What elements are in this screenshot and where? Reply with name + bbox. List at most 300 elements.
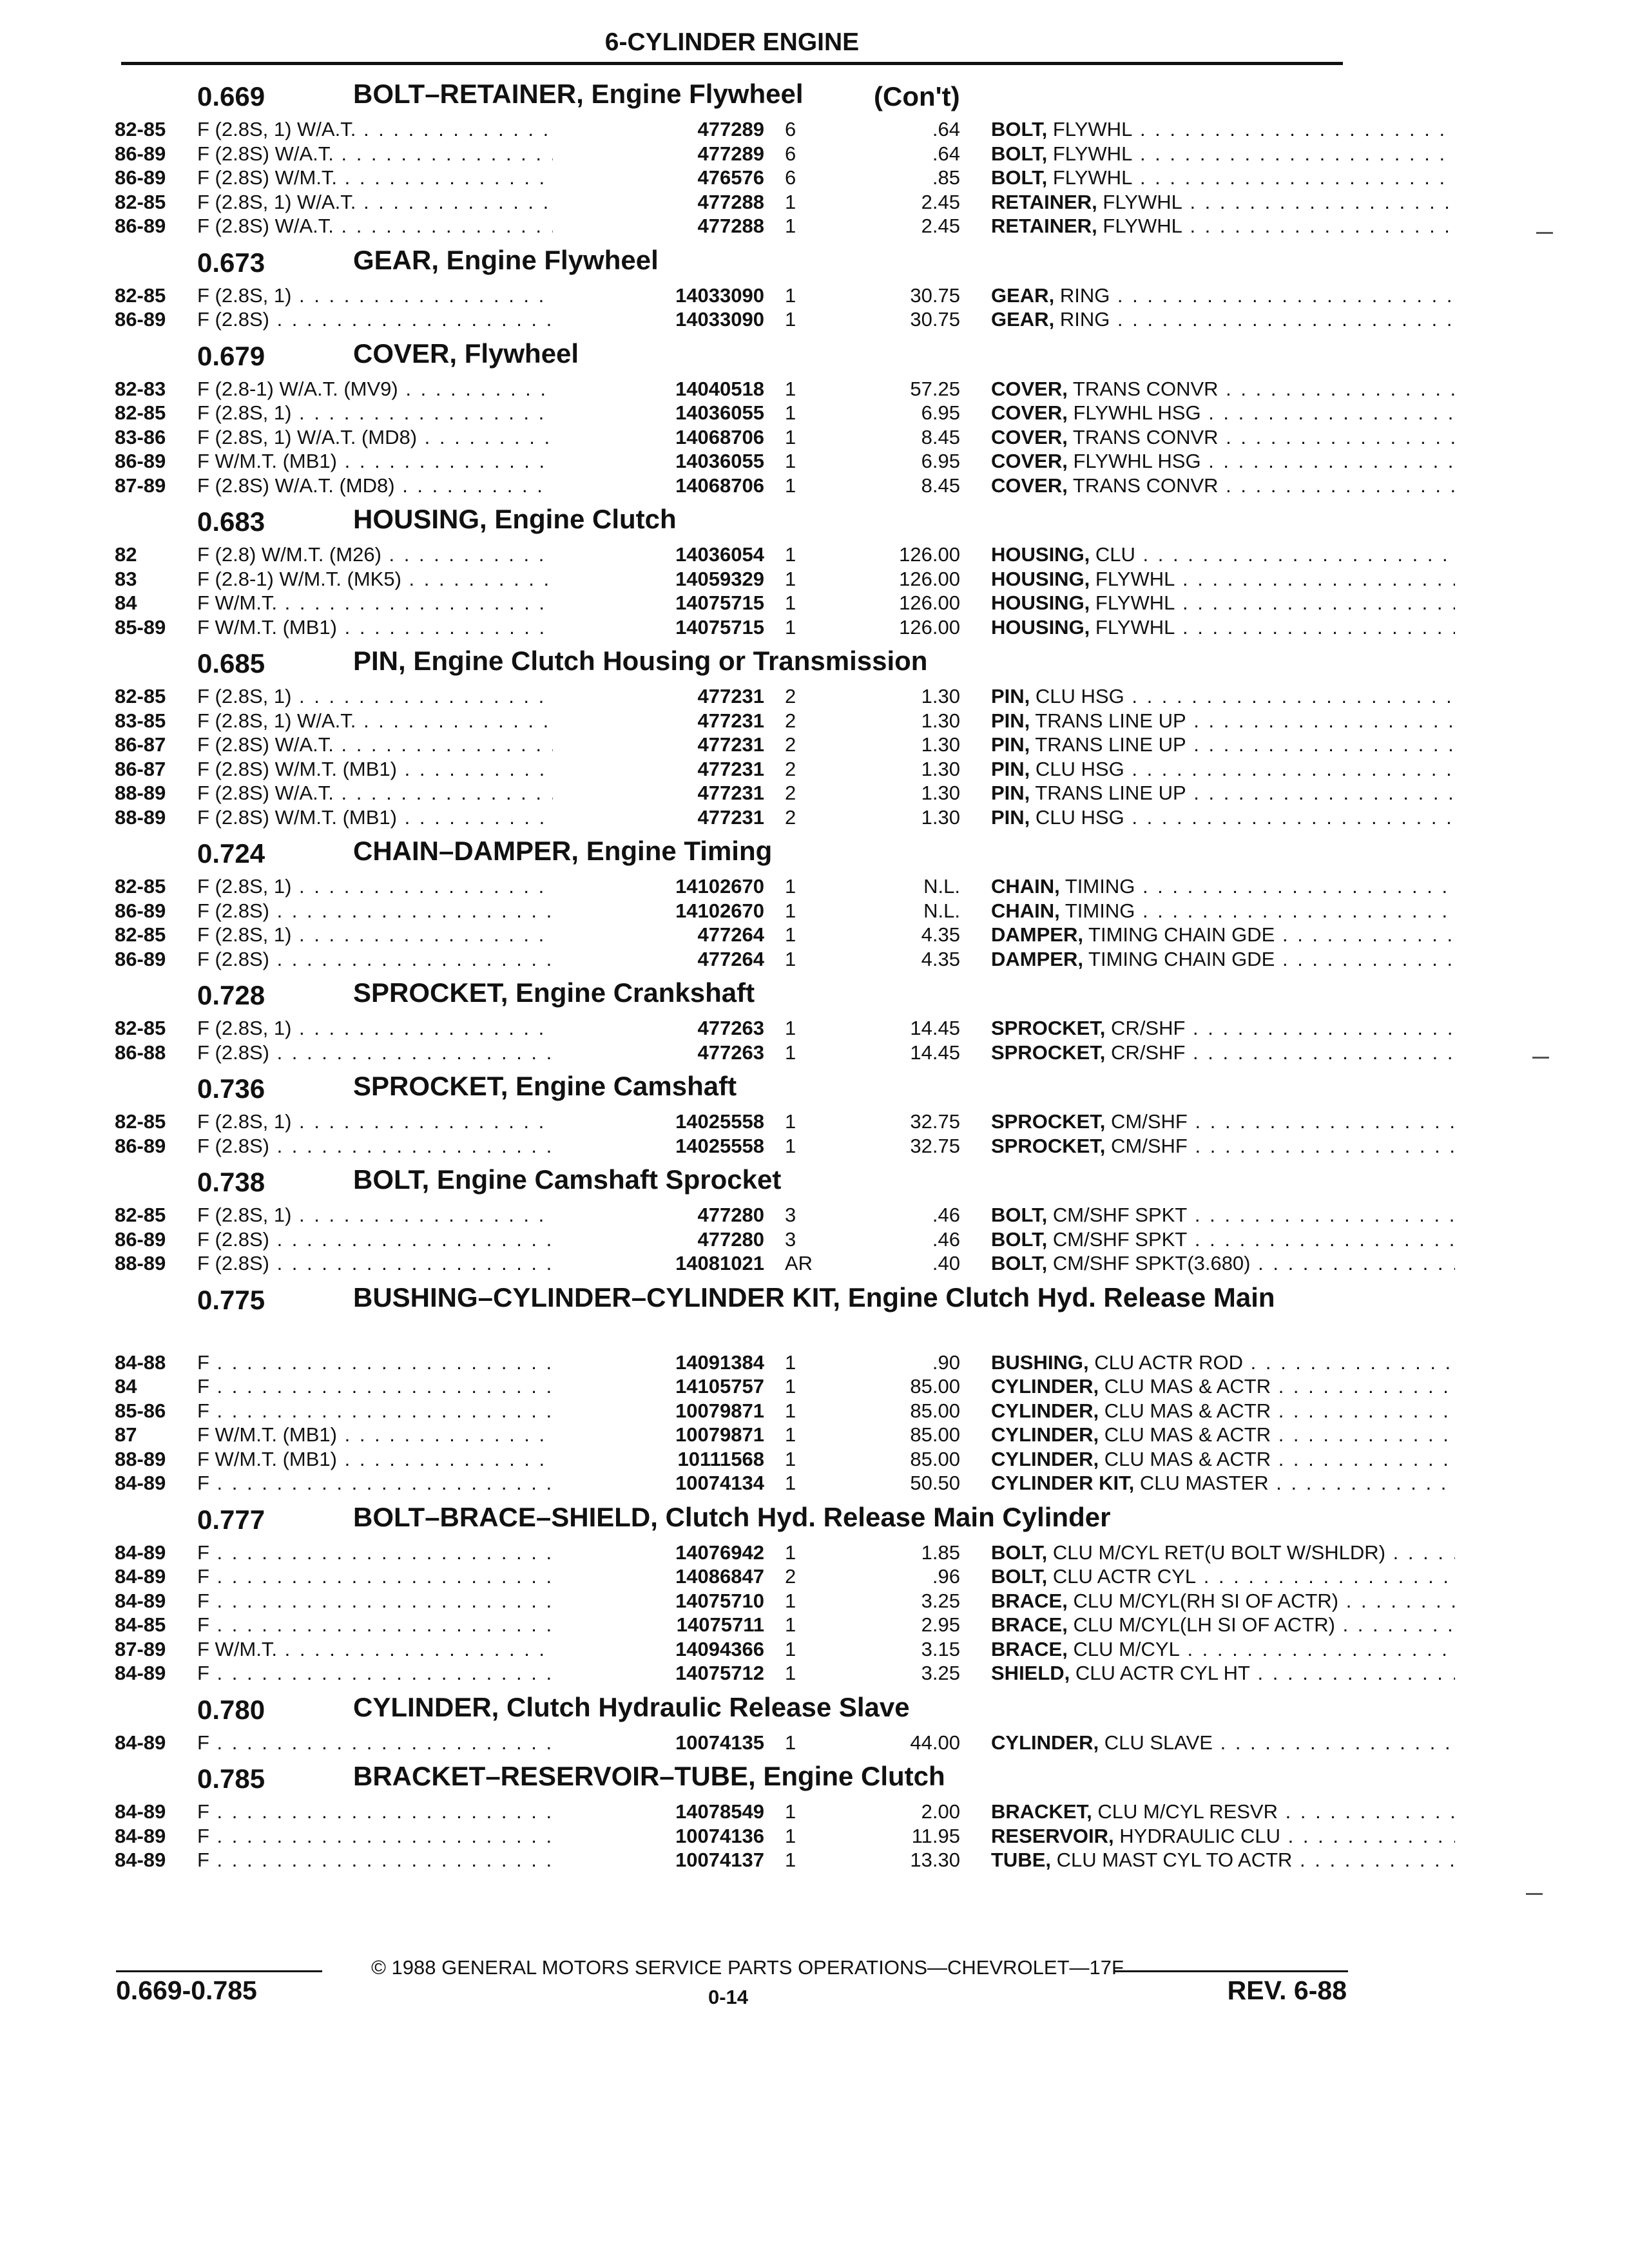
quantity: 1 bbox=[785, 875, 796, 898]
quantity: 1 bbox=[785, 1731, 796, 1754]
price: .40 bbox=[932, 1252, 960, 1274]
section-0-777 bbox=[115, 1499, 1386, 1686]
description bbox=[991, 307, 1455, 331]
table-row bbox=[115, 567, 1347, 591]
part-number: 14075715 bbox=[553, 591, 764, 615]
model-years: 88-89 bbox=[115, 805, 166, 829]
description-detail: CM/SHF bbox=[1111, 1110, 1188, 1133]
application: F . . . bbox=[197, 1350, 648, 1374]
part-number: 14068706 bbox=[553, 425, 764, 449]
part-number: 14033090 bbox=[553, 307, 764, 331]
quantity: 3 bbox=[785, 1204, 796, 1226]
description bbox=[991, 166, 1455, 189]
description-noun: BOLT, bbox=[991, 166, 1048, 189]
description bbox=[991, 567, 1455, 591]
table-row bbox=[115, 805, 1347, 830]
description-detail: CM/SHF SPKT bbox=[1052, 1204, 1188, 1226]
table-row bbox=[115, 874, 1347, 899]
description bbox=[991, 1203, 1455, 1227]
description-noun: CYLINDER KIT, bbox=[991, 1472, 1135, 1494]
margin-mark bbox=[1526, 1893, 1543, 1895]
model-years: 82-85 bbox=[115, 1204, 166, 1226]
application: F (2.8S) W/A.T. . . . bbox=[197, 733, 648, 756]
application: F W/M.T. . . . bbox=[197, 591, 648, 615]
quantity: 1 bbox=[785, 1017, 796, 1039]
description-noun: DAMPER, bbox=[991, 923, 1083, 946]
price: .46 bbox=[932, 1227, 960, 1251]
description-noun: CHAIN, bbox=[991, 875, 1060, 898]
part-number: 477231 bbox=[553, 781, 764, 805]
description bbox=[991, 543, 1455, 566]
part-number: 14075710 bbox=[553, 1589, 764, 1613]
description-detail: TRANS CONVR bbox=[1072, 474, 1219, 497]
description-noun: BRACE, bbox=[991, 1637, 1068, 1660]
application: F (2.8S) W/M.T. (MB1) . . . bbox=[197, 805, 648, 829]
description-noun: BOLT, bbox=[991, 1204, 1048, 1226]
model-years: 84-89 bbox=[115, 1472, 166, 1494]
part-number: 14068706 bbox=[553, 474, 764, 497]
price: 1.30 bbox=[921, 709, 960, 732]
margin-mark bbox=[1532, 1057, 1549, 1059]
model-years: 87-89 bbox=[115, 474, 166, 497]
table-row bbox=[115, 899, 1347, 923]
quantity: 1 bbox=[785, 1423, 796, 1446]
part-number: 14094366 bbox=[553, 1637, 764, 1661]
description bbox=[991, 684, 1455, 708]
part-number: 14102670 bbox=[553, 874, 764, 898]
description-noun: CYLINDER, bbox=[991, 1399, 1099, 1422]
part-number: 477231 bbox=[553, 684, 764, 708]
model-years: 82 bbox=[115, 543, 137, 566]
price: 85.00 bbox=[910, 1423, 960, 1446]
price: 85.00 bbox=[910, 1375, 960, 1398]
quantity: 1 bbox=[785, 1589, 796, 1612]
description-noun: COVER, bbox=[991, 450, 1068, 472]
application: F (2.8S) . . . bbox=[197, 1134, 648, 1158]
model-years: 86-89 bbox=[115, 166, 166, 189]
section-header bbox=[115, 1689, 1347, 1731]
part-number: 477231 bbox=[553, 733, 764, 756]
description bbox=[991, 1041, 1455, 1064]
quantity: 3 bbox=[785, 1227, 796, 1251]
description bbox=[991, 1423, 1455, 1446]
part-number: 14105757 bbox=[553, 1374, 764, 1398]
section-0-785 bbox=[115, 1758, 1347, 1872]
description-detail: HYDRAULIC CLU bbox=[1119, 1824, 1281, 1847]
part-number: 14075712 bbox=[553, 1661, 764, 1685]
section-title: SPROCKET, Engine Camshaft bbox=[353, 1071, 737, 1101]
model-years: 87 bbox=[115, 1423, 137, 1446]
table-row bbox=[115, 1251, 1347, 1276]
description bbox=[991, 874, 1455, 898]
description-noun: HOUSING, bbox=[991, 615, 1090, 639]
model-years: 84-89 bbox=[115, 1565, 166, 1588]
part-number: 10074135 bbox=[553, 1731, 764, 1754]
quantity: 2 bbox=[785, 709, 796, 732]
description bbox=[991, 1016, 1455, 1040]
description bbox=[991, 1399, 1455, 1423]
footer-rule-left bbox=[116, 1970, 322, 1972]
table-row bbox=[115, 1564, 1347, 1589]
application: F (2.8S, 1) . . . bbox=[197, 401, 648, 425]
description bbox=[991, 1227, 1455, 1251]
section-header bbox=[115, 1162, 1347, 1203]
application: F (2.8S) . . . bbox=[197, 1227, 648, 1251]
price: 1.30 bbox=[921, 757, 960, 780]
description-detail: CLU M/CYL(LH SI OF ACTR) bbox=[1073, 1613, 1335, 1636]
table-row bbox=[115, 1350, 1347, 1375]
application: F . . . bbox=[197, 1471, 648, 1495]
description bbox=[991, 757, 1455, 781]
application: F . . . bbox=[197, 1613, 648, 1637]
application: F (2.8S) W/A.T. . . . bbox=[197, 781, 648, 805]
quantity: 1 bbox=[785, 1350, 796, 1374]
description-detail: CM/SHF SPKT bbox=[1052, 1227, 1188, 1251]
table-row bbox=[115, 142, 1347, 166]
description-noun: HOUSING, bbox=[991, 591, 1090, 614]
quantity: 1 bbox=[785, 190, 796, 213]
table-row bbox=[115, 474, 1347, 498]
part-number: 14078549 bbox=[553, 1800, 764, 1823]
model-years: 83-85 bbox=[115, 709, 166, 732]
price: 85.00 bbox=[910, 1399, 960, 1422]
quantity: 2 bbox=[785, 685, 796, 707]
table-row bbox=[115, 1613, 1347, 1637]
model-years: 86-89 bbox=[115, 215, 166, 237]
part-number: 10074136 bbox=[553, 1824, 764, 1848]
footer-revision: REV. 6-88 bbox=[1227, 1975, 1347, 2005]
description-detail: CLU ACTR ROD bbox=[1094, 1350, 1244, 1374]
table-row bbox=[115, 615, 1347, 640]
table-row bbox=[115, 1800, 1347, 1824]
model-years: 87-89 bbox=[115, 1637, 166, 1660]
price: 13.30 bbox=[910, 1849, 960, 1871]
group-number: 0.736 bbox=[197, 1073, 265, 1104]
price: .85 bbox=[932, 166, 960, 189]
application: F W/M.T. . . . bbox=[197, 1637, 648, 1661]
application: F (2.8S, 1) W/A.T. . . . bbox=[197, 117, 648, 141]
part-number: 477264 bbox=[553, 947, 764, 971]
group-number: 0.777 bbox=[197, 1504, 265, 1535]
section-title: SPROCKET, Engine Crankshaft bbox=[353, 977, 755, 1008]
quantity: 1 bbox=[785, 284, 796, 307]
application: F W/M.T. (MB1) . . . bbox=[197, 1423, 648, 1446]
description bbox=[991, 1824, 1455, 1848]
description-noun: TUBE, bbox=[991, 1849, 1051, 1871]
description-detail: TRANS CONVR bbox=[1072, 377, 1219, 400]
description-noun: GEAR, bbox=[991, 284, 1055, 307]
description-detail: FLYWHL bbox=[1103, 215, 1182, 237]
price: 126.00 bbox=[899, 543, 960, 566]
description bbox=[991, 214, 1455, 238]
description-noun: BOLT, bbox=[991, 118, 1048, 140]
price: .90 bbox=[932, 1350, 960, 1374]
description-detail: RING bbox=[1059, 284, 1110, 307]
table-row bbox=[115, 947, 1347, 972]
price: 1.30 bbox=[921, 782, 960, 804]
part-number: 477264 bbox=[553, 923, 764, 947]
section-0-669 bbox=[115, 76, 1347, 238]
description bbox=[991, 947, 1455, 971]
description bbox=[991, 805, 1455, 829]
group-number: 0.738 bbox=[197, 1167, 265, 1197]
description bbox=[991, 615, 1455, 639]
model-years: 86-89 bbox=[115, 450, 166, 472]
model-years: 86-88 bbox=[115, 1041, 166, 1064]
section-title: BRACKET–RESERVOIR–TUBE, Engine Clutch bbox=[353, 1761, 945, 1791]
section-title: HOUSING, Engine Clutch bbox=[353, 504, 677, 534]
model-years: 86-87 bbox=[115, 733, 166, 756]
section-title: GEAR, Engine Flywheel bbox=[353, 244, 659, 275]
description-noun: PIN, bbox=[991, 757, 1030, 780]
section-title: BUSHING–CYLINDER–CYLINDER KIT, Engine Clutch Hyd. Release Main bbox=[353, 1282, 1275, 1312]
quantity: 1 bbox=[785, 1637, 796, 1660]
part-number: 14091384 bbox=[553, 1350, 764, 1374]
group-number: 0.780 bbox=[197, 1694, 265, 1725]
application: F (2.8S) . . . bbox=[197, 1251, 648, 1275]
description-detail: CLU MAST CYL TO ACTR bbox=[1056, 1849, 1293, 1871]
description-noun: RESERVOIR, bbox=[991, 1824, 1114, 1847]
table-row bbox=[115, 1637, 1347, 1662]
quantity: 1 bbox=[785, 899, 796, 922]
model-years: 86-89 bbox=[115, 142, 166, 165]
model-years: 83-86 bbox=[115, 425, 166, 448]
price: 44.00 bbox=[910, 1731, 960, 1754]
description-detail: TRANS LINE UP bbox=[1035, 782, 1186, 804]
section-0-775 bbox=[115, 1280, 1347, 1495]
price: 1.85 bbox=[921, 1541, 960, 1564]
description-detail: CM/SHF SPKT(3.680) bbox=[1052, 1252, 1251, 1274]
application: F (2.8S) W/M.T. . . . bbox=[197, 166, 648, 189]
model-years: 83 bbox=[115, 567, 137, 590]
section-title: BOLT–BRACE–SHIELD, Clutch Hyd. Release Main Cylinder bbox=[353, 1501, 1111, 1532]
quantity: 1 bbox=[785, 615, 796, 639]
group-number: 0.673 bbox=[197, 247, 265, 278]
quantity: 2 bbox=[785, 1565, 796, 1588]
description-noun: BOLT, bbox=[991, 142, 1048, 165]
price: 4.35 bbox=[921, 947, 960, 970]
description bbox=[991, 1134, 1455, 1158]
table-row bbox=[115, 190, 1347, 215]
quantity: 1 bbox=[785, 401, 796, 424]
section-header bbox=[115, 975, 1347, 1016]
quantity: 1 bbox=[785, 1472, 796, 1494]
price: 2.00 bbox=[921, 1800, 960, 1823]
section-title: PIN, Engine Clutch Housing or Transmission bbox=[353, 646, 928, 676]
part-number: 14075715 bbox=[553, 615, 764, 639]
quantity: 1 bbox=[785, 543, 796, 566]
part-number: 10074137 bbox=[553, 1848, 764, 1872]
description-detail: CLU MAS & ACTR bbox=[1104, 1423, 1271, 1446]
table-row bbox=[115, 284, 1347, 308]
description-detail: CLU MAS & ACTR bbox=[1104, 1447, 1271, 1470]
part-number: 10079871 bbox=[553, 1399, 764, 1423]
table-row bbox=[115, 684, 1347, 709]
description-detail: CM/SHF bbox=[1111, 1134, 1188, 1157]
model-years: 84 bbox=[115, 1375, 137, 1398]
description-detail: FLYWHL bbox=[1103, 190, 1182, 213]
description-noun: BOLT, bbox=[991, 1565, 1048, 1588]
price: 14.45 bbox=[910, 1017, 960, 1039]
part-number: 14036054 bbox=[553, 543, 764, 566]
model-years: 85-86 bbox=[115, 1399, 166, 1422]
part-number: 14075711 bbox=[553, 1613, 764, 1637]
description-noun: RETAINER, bbox=[991, 215, 1097, 237]
section-title: CYLINDER, Clutch Hydraulic Release Slave bbox=[353, 1691, 910, 1722]
application: F W/M.T. (MB1) . . . bbox=[197, 449, 648, 473]
description-noun: CHAIN, bbox=[991, 899, 1060, 922]
section-header bbox=[115, 76, 1347, 117]
part-number: 477263 bbox=[553, 1016, 764, 1040]
quantity: AR bbox=[785, 1252, 813, 1274]
table-row bbox=[115, 1110, 1347, 1134]
table-row bbox=[115, 781, 1347, 805]
model-years: 84-89 bbox=[115, 1589, 166, 1612]
part-number: 477280 bbox=[553, 1227, 764, 1251]
description-noun: COVER, bbox=[991, 401, 1068, 424]
description-detail: CLU HSG bbox=[1035, 685, 1124, 707]
application: F . . . bbox=[197, 1564, 648, 1588]
application: F (2.8S) W/M.T. (MB1) . . . bbox=[197, 757, 648, 781]
table-row bbox=[115, 214, 1347, 238]
price: 4.35 bbox=[921, 923, 960, 946]
application: F . . . bbox=[197, 1848, 648, 1872]
quantity: 1 bbox=[785, 1613, 796, 1636]
quantity: 1 bbox=[785, 1134, 796, 1157]
application: F (2.8S) . . . bbox=[197, 1041, 648, 1064]
table-row bbox=[115, 1731, 1347, 1755]
group-number: 0.775 bbox=[197, 1284, 265, 1315]
description-noun: PIN, bbox=[991, 685, 1030, 707]
price: 32.75 bbox=[910, 1134, 960, 1157]
description-noun: CYLINDER, bbox=[991, 1447, 1099, 1470]
model-years: 82-85 bbox=[115, 118, 166, 140]
description bbox=[991, 1110, 1455, 1133]
application: F . . . bbox=[197, 1661, 648, 1685]
price: 8.45 bbox=[921, 425, 960, 448]
price: 2.45 bbox=[921, 190, 960, 213]
model-years: 82-85 bbox=[115, 1110, 166, 1133]
table-row bbox=[115, 1134, 1347, 1158]
description-noun: SPROCKET, bbox=[991, 1017, 1106, 1039]
model-years: 84-89 bbox=[115, 1824, 166, 1847]
group-number: 0.724 bbox=[197, 838, 265, 869]
part-number: 477289 bbox=[553, 142, 764, 166]
table-row bbox=[115, 1541, 1386, 1565]
model-years: 84-89 bbox=[115, 1800, 166, 1823]
price: .64 bbox=[932, 142, 960, 165]
description bbox=[991, 899, 1455, 923]
description bbox=[991, 733, 1455, 756]
description-detail: TRANS LINE UP bbox=[1035, 733, 1186, 756]
application: F (2.8S, 1) . . . bbox=[197, 1016, 648, 1040]
section-0-780 bbox=[115, 1689, 1347, 1755]
group-number: 0.785 bbox=[197, 1763, 265, 1794]
description-detail: RING bbox=[1059, 308, 1110, 331]
description-detail: CLU MAS & ACTR bbox=[1104, 1375, 1271, 1398]
application: F (2.8S) . . . bbox=[197, 307, 648, 331]
description bbox=[991, 1541, 1455, 1564]
section-header bbox=[115, 833, 1347, 874]
price: 14.45 bbox=[910, 1041, 960, 1064]
price: 11.95 bbox=[911, 1824, 960, 1847]
application: F (2.8) W/M.T. (M26) . . . bbox=[197, 543, 648, 566]
quantity: 2 bbox=[785, 733, 796, 756]
price: 50.50 bbox=[910, 1472, 960, 1494]
table-row bbox=[115, 1399, 1347, 1423]
table-row bbox=[115, 1203, 1347, 1227]
section-0-673 bbox=[115, 242, 1347, 332]
application: F (2.8S, 1) . . . bbox=[197, 684, 648, 708]
footer-copyright: © 1988 GENERAL MOTORS SERVICE PARTS OPERATIONS—CHEVROLET—17F bbox=[371, 1956, 1124, 1979]
description-detail: FLYWHL bbox=[1095, 591, 1175, 614]
description bbox=[991, 449, 1455, 473]
price: 32.75 bbox=[910, 1110, 960, 1133]
description-noun: CYLINDER, bbox=[991, 1731, 1099, 1754]
price: N.L. bbox=[923, 875, 960, 898]
description-noun: CYLINDER, bbox=[991, 1423, 1099, 1446]
description bbox=[991, 425, 1455, 449]
application: F (2.8S, 1) W/A.T. (MD8) . . . bbox=[197, 425, 648, 449]
description-noun: PIN, bbox=[991, 805, 1030, 829]
description-detail: TIMING bbox=[1065, 875, 1135, 898]
table-row bbox=[115, 1824, 1347, 1849]
description-noun: GEAR, bbox=[991, 308, 1055, 331]
section-0-679 bbox=[115, 336, 1347, 498]
price: 2.45 bbox=[921, 215, 960, 237]
application: F (2.8S, 1) . . . bbox=[197, 874, 648, 898]
application: F W/M.T. (MB1) . . . bbox=[197, 615, 648, 639]
model-years: 84 bbox=[115, 591, 137, 614]
description-noun: HOUSING, bbox=[991, 567, 1090, 590]
application: F (2.8-1) W/M.T. (MK5) . . . bbox=[197, 567, 648, 591]
description bbox=[991, 1589, 1455, 1613]
part-number: 10074134 bbox=[553, 1471, 764, 1495]
table-row bbox=[115, 1227, 1347, 1252]
section-title: BOLT, Engine Camshaft Sprocket bbox=[353, 1164, 782, 1195]
description-noun: PIN, bbox=[991, 733, 1030, 756]
table-row bbox=[115, 1423, 1347, 1447]
part-number: 14025558 bbox=[553, 1110, 764, 1133]
quantity: 1 bbox=[785, 923, 796, 946]
quantity: 2 bbox=[785, 782, 796, 804]
table-row bbox=[115, 709, 1347, 733]
table-row bbox=[115, 591, 1347, 615]
application: F (2.8S, 1) . . . bbox=[197, 1110, 648, 1133]
model-years: 82-83 bbox=[115, 377, 166, 400]
price: 126.00 bbox=[899, 615, 960, 639]
quantity: 1 bbox=[785, 591, 796, 614]
section-header bbox=[115, 1499, 1347, 1541]
section-0-724 bbox=[115, 833, 1347, 971]
application: F . . . bbox=[197, 1541, 648, 1564]
quantity: 1 bbox=[785, 1824, 796, 1847]
section-header bbox=[115, 242, 1347, 284]
table-row bbox=[115, 166, 1347, 190]
quantity: 1 bbox=[785, 1447, 796, 1470]
footer-page-number: 0-14 bbox=[708, 1986, 749, 2008]
quantity: 1 bbox=[785, 567, 796, 590]
description bbox=[991, 1661, 1455, 1685]
model-years: 82-85 bbox=[115, 1017, 166, 1039]
part-number: 14086847 bbox=[553, 1564, 764, 1588]
group-number: 0.669 bbox=[197, 81, 265, 111]
model-years: 88-89 bbox=[115, 1252, 166, 1274]
part-number: 14036055 bbox=[553, 449, 764, 473]
description bbox=[991, 1374, 1455, 1398]
section-header bbox=[115, 501, 1347, 543]
application: F . . . bbox=[197, 1800, 648, 1823]
